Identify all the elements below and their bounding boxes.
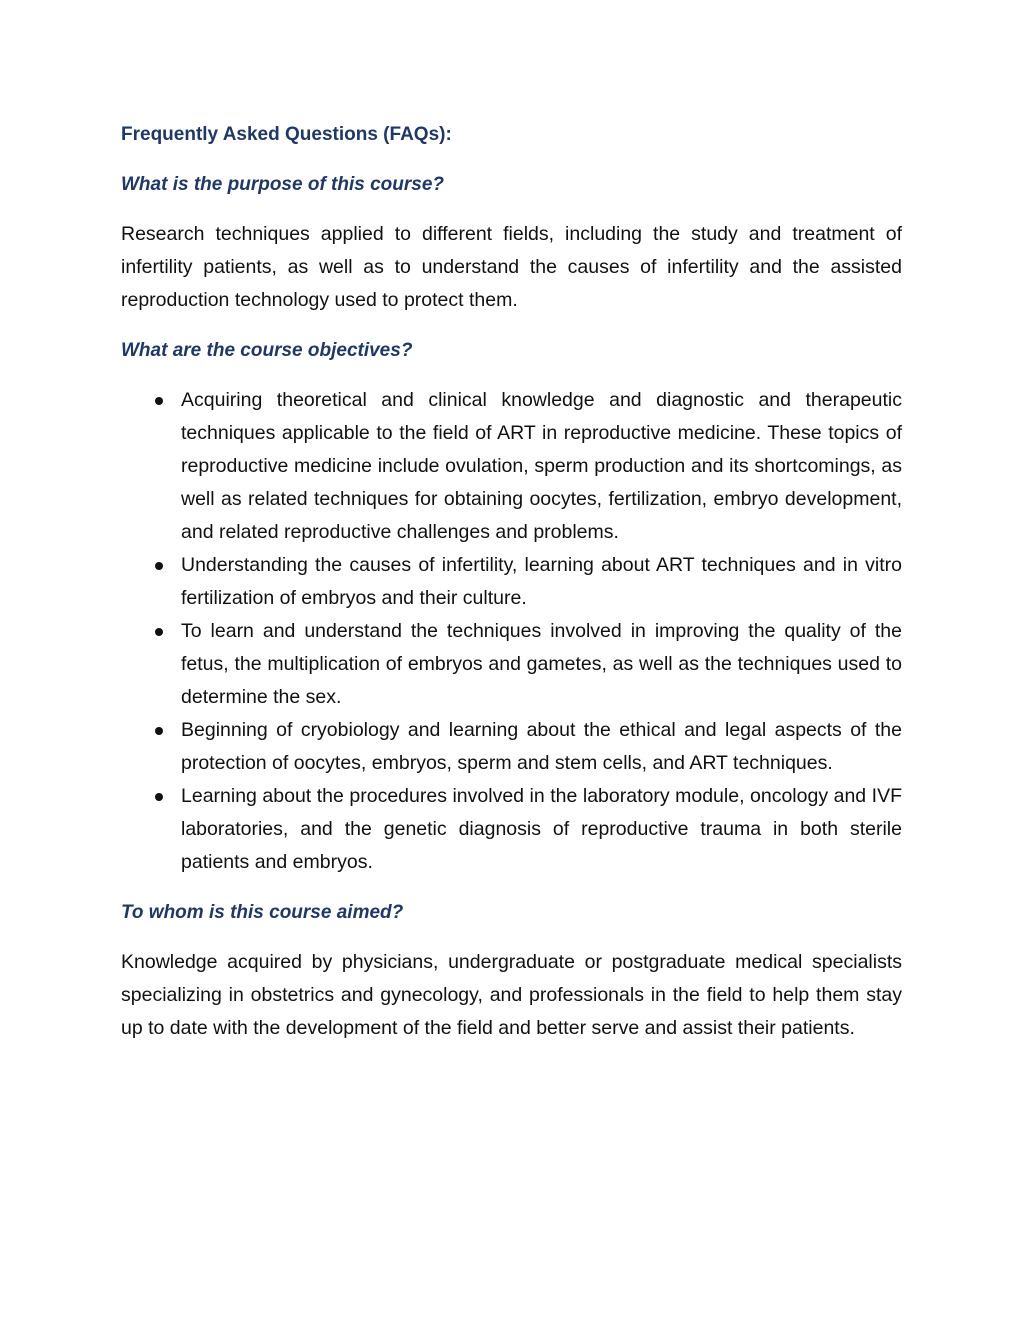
bullet-icon	[155, 562, 163, 570]
list-item-text: Acquiring theoretical and clinical knowledge and diagnostic and therapeutic techniques applicable to the field of ART in reproductive medicine. These topics of reproductive medicine include ovulation, sperm production and its shortcomings, as well as related techniques for obtaining oocytes, fertilization, embryo development, and related reproductive challenges and problems.	[181, 389, 902, 543]
question-purpose: What is the purpose of this course?	[121, 174, 445, 195]
bullet-icon	[155, 727, 163, 735]
question-objectives: What are the course objectives?	[121, 340, 413, 361]
question-audience: To whom is this course aimed?	[121, 902, 404, 923]
list-item	[121, 615, 902, 714]
answer-purpose: Research techniques applied to different fields, including the study and treatment of infertility patients, as well as to understand the causes of infertility and the assisted reproduction technology used to protect them.	[121, 223, 902, 311]
list-item-text: Understanding the causes of infertility, learning about ART techniques and in vitro fertilization of embryos and their culture.	[181, 554, 902, 609]
list-item	[121, 780, 902, 879]
bullet-icon	[155, 793, 163, 801]
bullet-icon	[155, 628, 163, 636]
list-item	[121, 714, 902, 780]
list-item	[121, 549, 902, 615]
bullet-icon	[155, 397, 163, 405]
list-item	[121, 384, 902, 549]
document-page	[121, 118, 902, 1062]
list-item-text: Beginning of cryobiology and learning about the ethical and legal aspects of the protection of oocytes, embryos, sperm and stem cells, and ART techniques.	[181, 719, 902, 774]
page-title: Frequently Asked Questions (FAQs):	[121, 124, 452, 145]
list-item-text: To learn and understand the techniques involved in improving the quality of the fetus, the multiplication of embryos and gametes, as well as the techniques used to determine the sex.	[181, 620, 902, 708]
answer-audience: Knowledge acquired by physicians, undergraduate or postgraduate medical specialists specializing in obstetrics and gynecology, and professionals in the field to help them stay up to date with the development of the field and better serve and assist their patients.	[121, 951, 902, 1039]
list-item-text: Learning about the procedures involved in the laboratory module, oncology and IVF laboratories, and the genetic diagnosis of reproductive trauma in both sterile patients and embryos.	[181, 785, 902, 873]
objectives-list	[121, 384, 902, 879]
